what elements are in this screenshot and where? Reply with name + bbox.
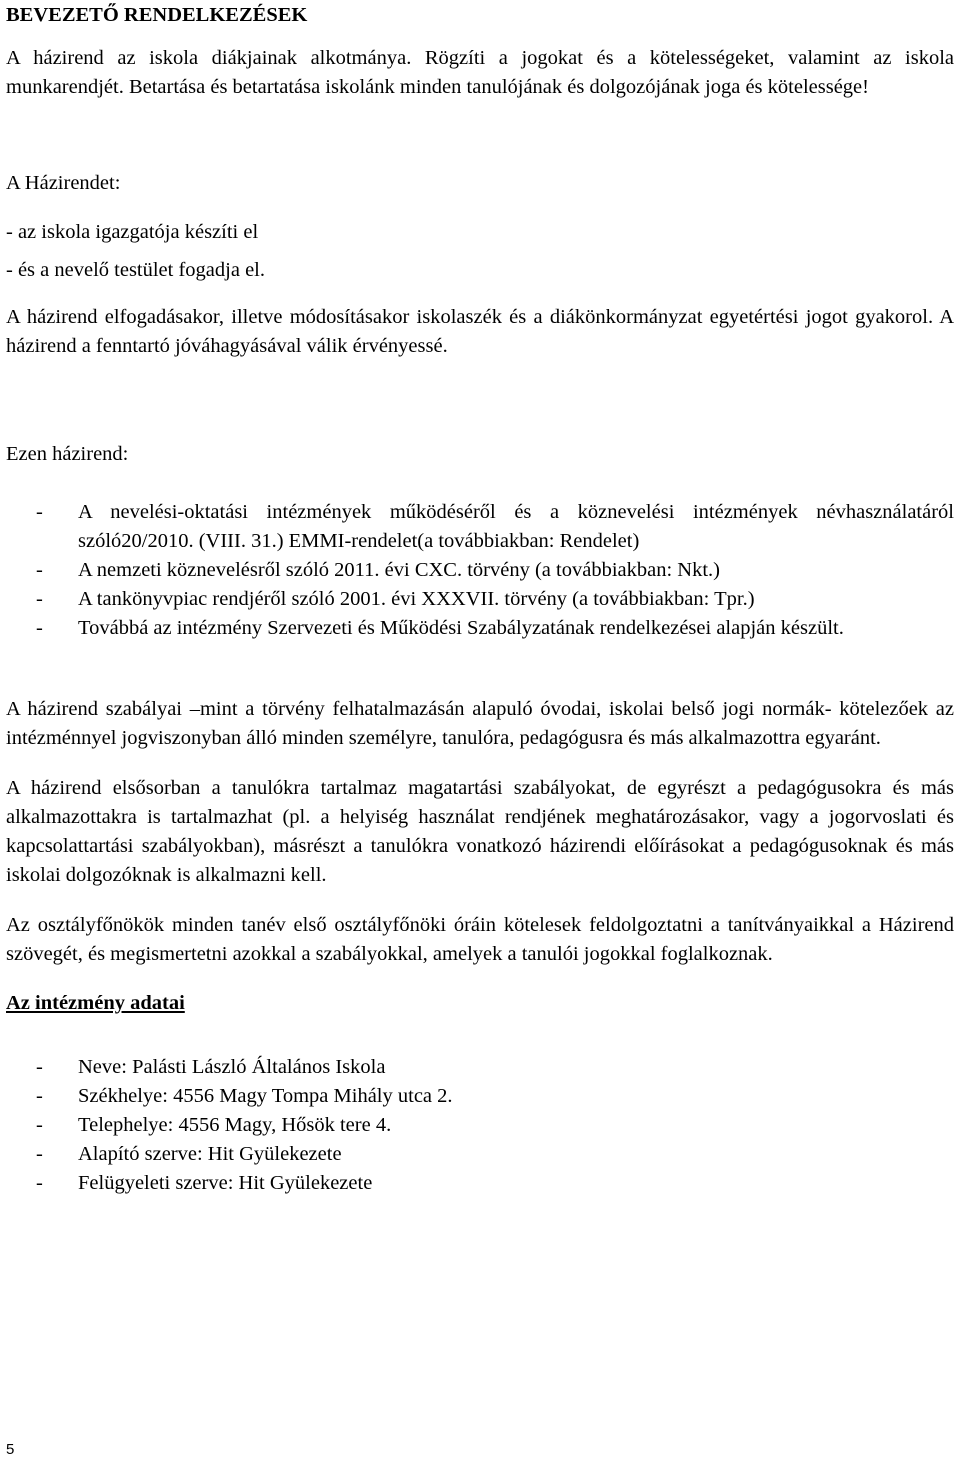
class-teachers-paragraph: Az osztályfőnökök minden tanév első osztályfőnöki óráin kötelesek feldolgoztatni a tanítványaikkal a Házirend szövegét, és megismertetni azokkal a szabályokkal, amelyek a tanulói jogokkal foglalkoznak. (6, 914, 954, 965)
section-heading: BEVEZETŐ RENDELKEZÉSEK (6, 4, 308, 26)
rules-paragraph: A házirend szabályai –mint a törvény felhatalmazásán alapuló óvodai, iskolai belső jogi normák- kötelezőek az intézménnyel jogviszonyban álló minden személyre, tanulóra, pedagógusra és más alkalmazottra egyaránt. (6, 698, 954, 749)
legal-basis-list (6, 498, 954, 643)
list-item: - A tankönyvpiac rendjéről szóló 2001. évi XXXVII. törvény (a továbbiakban: Tpr.) (6, 585, 954, 614)
page-number: 5 (6, 1441, 15, 1458)
institution-data-list (6, 1053, 954, 1198)
primarily-paragraph: A házirend elsősorban a tanulókra tartalmaz magatartási szabályokat, de egyrészt a pedagógusokra és más alkalmazottakra is tartalmazhat (pl. a helyiség használat rendjének meghatározásakor, vagy a jogorvoslati és kapcsolattartási szabályokban), másrészt a tanulókra vonatkozó házirendi előírásokat a pedagógusoknak és más iskolai dolgozóknak is alkalmazni kell. (6, 777, 954, 886)
hazirendet-item: - és a nevelő testület fogadja el. (6, 259, 265, 281)
list-item: - Továbbá az intézmény Szervezeti és Működési Szabályzatának rendelkezései alapján készült. (6, 614, 954, 643)
institution-data-title: Az intézmény adatai (6, 992, 185, 1014)
adoption-paragraph: A házirend elfogadásakor, illetve módosításakor iskolaszék és a diákönkormányzat egyetértési jogot gyakorol. A házirend a fenntartó jóváhagyásával válik érvényessé. (6, 306, 954, 357)
intro-paragraph: A házirend az iskola diákjainak alkotmánya. Rögzíti a jogokat és a kötelességeket, valamint az iskola munkarendjét. Betartása és betartatása iskolánk minden tanulójának és dolgozójának joga és kötelessége! (6, 47, 954, 98)
document-page (6, 0, 954, 1198)
list-item: - A nemzeti köznevelésről szóló 2011. évi CXC. törvény (a továbbiakban: Nkt.) (6, 556, 954, 585)
hazirendet-label: A Házirendet: (6, 172, 121, 194)
ezen-label: Ezen házirend: (6, 443, 129, 465)
list-item: - Neve: Palásti László Általános Iskola (6, 1053, 954, 1082)
list-item: - Felügyeleti szerve: Hit Gyülekezete (6, 1169, 954, 1198)
list-item: - Alapító szerve: Hit Gyülekezete (6, 1140, 954, 1169)
list-item: - Telephelye: 4556 Magy, Hősök tere 4. (6, 1111, 954, 1140)
list-item: - A nevelési-oktatási intézmények működéséről és a köznevelési intézmények névhasználatáról szóló20/2010. (VIII. 31.) EMMI-rendelet(a továbbiakban: Rendelet) (6, 498, 954, 556)
list-item: - Székhelye: 4556 Magy Tompa Mihály utca 2. (6, 1082, 954, 1111)
hazirendet-item: - az iskola igazgatója készíti el (6, 221, 259, 243)
